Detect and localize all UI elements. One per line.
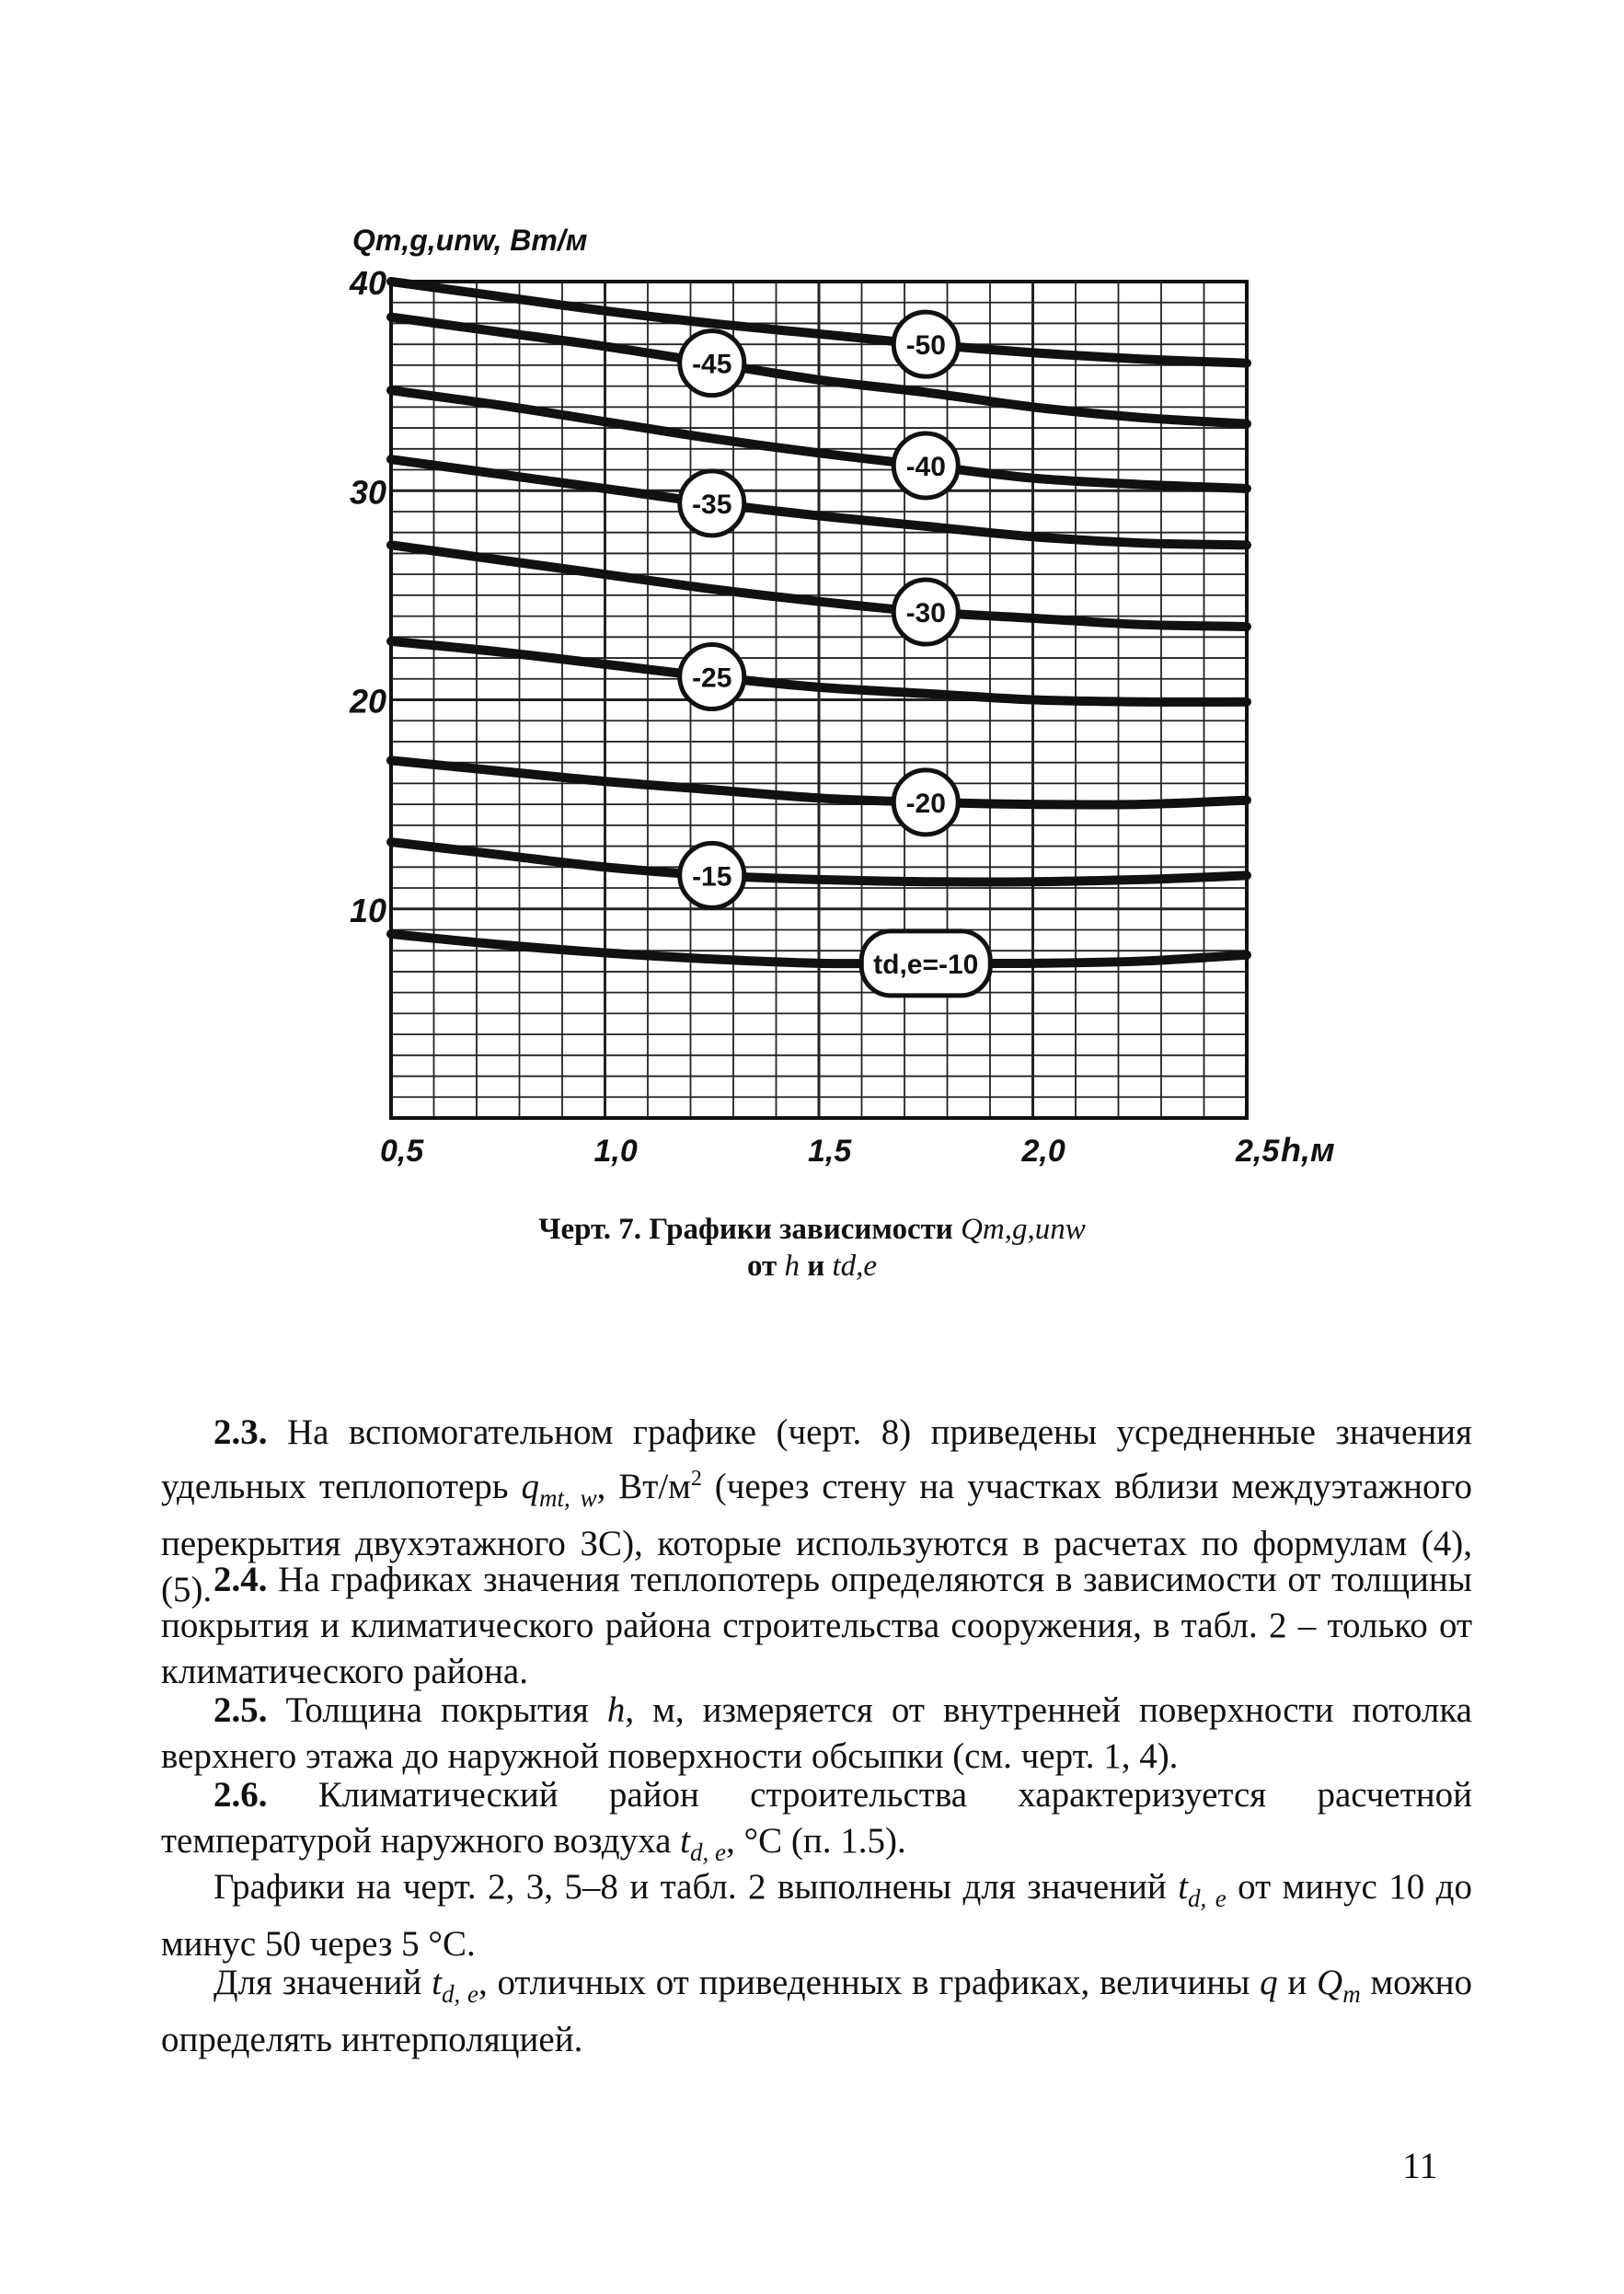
figure-caption (0, 1213, 1624, 1247)
curve-label: -45 (692, 349, 732, 380)
caption-t: td,e (832, 1250, 878, 1283)
x-tick-label: 1,5 (808, 1134, 852, 1169)
x-tick-label: 0,5 (380, 1134, 424, 1169)
caption-symbol: Qm,g,unw (961, 1213, 1086, 1246)
figure-caption-line2 (0, 1250, 1624, 1284)
paragraph-2-4 (161, 1557, 1472, 1695)
y-tick-label: 20 (350, 682, 387, 720)
x-tick-label: 2,5 (1236, 1134, 1280, 1169)
curve-label: -35 (692, 489, 732, 520)
symbol-t: t (432, 1963, 442, 2002)
symbol-h: h (606, 1690, 626, 1730)
curve-label: -15 (692, 861, 732, 893)
para-text: На вспомогательном графике (черт. 8) приведены усредненные значения удельных теплопотерь (161, 1412, 1472, 1506)
para-text: , °С (п. 1.5). (725, 1821, 906, 1861)
paragraph-2-6 (161, 1772, 1472, 1875)
subscript: mt, w (538, 1484, 597, 1512)
paragraph-graphs (161, 1864, 1472, 1967)
curve-label: -25 (692, 663, 732, 694)
para-number: 2.3. (213, 1412, 268, 1452)
paragraph-interpolation (161, 1960, 1472, 2063)
para-number: 2.4. (213, 1560, 268, 1599)
para-text: , Вт/м (596, 1467, 691, 1506)
para-text: (через стену на участках вблизи междуэтажного перекрытия двухэтажного ЗС), которые используются в расчетах по формулам (4), (5). (161, 1467, 1473, 1609)
curve-label: -20 (905, 788, 946, 819)
curve-label: td,e=-10 (873, 949, 979, 980)
para-text: Толщина покрытия (267, 1690, 607, 1730)
superscript: 2 (690, 1467, 702, 1491)
para-text: от минус 10 до минус 50 через 5 °С. (161, 1867, 1473, 1964)
para-text: , м, измеряется от внутренней поверхности потолка верхнего этажа до наружной поверхности обсыпки (см. черт. 1, 4). (161, 1690, 1472, 1776)
para-text: На графиках значения теплопотерь определяются в зависимости от толщины покрытия и климатического района строительства сооружения, в табл. 2 – только от климатического района. (161, 1560, 1472, 1691)
caption-line2-a: от (746, 1250, 785, 1283)
y-tick-label: 40 (350, 264, 387, 302)
x-tick-label: 2,0 (1021, 1134, 1065, 1169)
symbol-q: q (521, 1467, 539, 1506)
x-axis-label: h,м (1281, 1131, 1335, 1169)
page-number: 11 (1402, 2145, 1438, 2186)
symbol-t: t (680, 1821, 690, 1861)
y-tick-label: 10 (350, 891, 387, 929)
symbol-q: q (1260, 1963, 1278, 2002)
symbol-Q: Q (1317, 1963, 1343, 2002)
para-text: Графики на черт. 2, 3, 5–8 и табл. 2 выполнены для значений (213, 1867, 1179, 1907)
para-text: и (1277, 1963, 1318, 2002)
para-text: Климатический район строительства характеризуется расчетной температурой наружного воздуха (161, 1775, 1472, 1861)
para-text: Для значений (213, 1963, 432, 2002)
paragraph-2-5 (161, 1688, 1472, 1780)
para-text: , отличных от приведенных в графиках, величины (478, 1963, 1261, 2002)
subscript: d, e (690, 1839, 726, 1866)
caption-prefix: Черт. 7. Графики зависимости (538, 1213, 962, 1246)
curve-label: -40 (905, 451, 946, 482)
curve-label: -30 (905, 598, 946, 629)
para-text: можно определять интерполяцией. (161, 1963, 1472, 2059)
x-tick-label: 1,0 (593, 1134, 638, 1169)
subscript: d, e (441, 1980, 478, 2008)
caption-line2-b: и (799, 1250, 833, 1283)
subscript: d, e (1188, 1885, 1227, 1912)
para-number: 2.5. (213, 1690, 268, 1730)
caption-h: h (784, 1250, 800, 1283)
symbol-t: t (1178, 1867, 1189, 1907)
para-number: 2.6. (213, 1775, 268, 1815)
y-axis-label: Qm,g,unw, Вт/м (352, 224, 588, 257)
subscript: m (1342, 1980, 1361, 2008)
y-tick-label: 30 (350, 473, 387, 512)
curve-label: -50 (905, 330, 946, 362)
